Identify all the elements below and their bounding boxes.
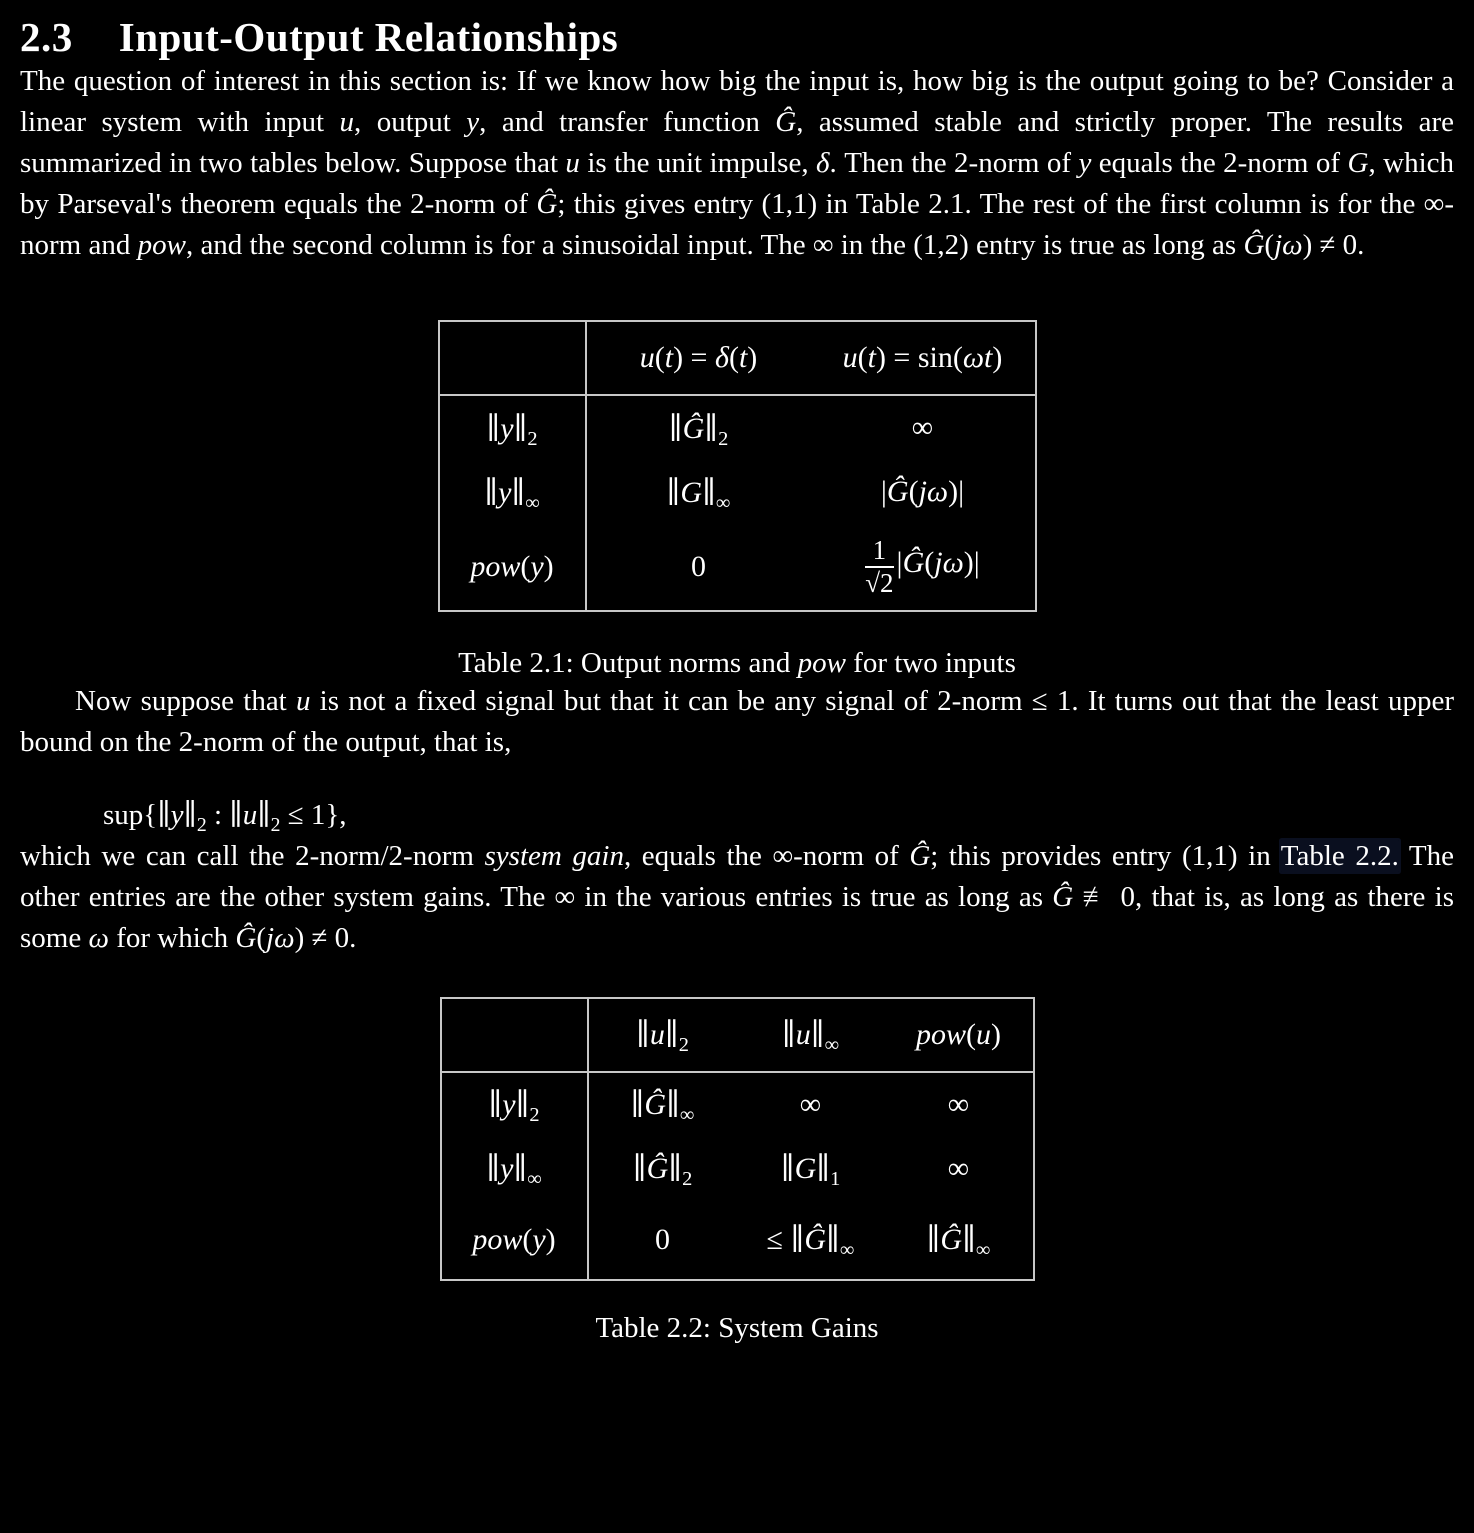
display-math-sup: $sup\{\parallel y\parallel_2$ : $\parallel u\parallel_2 \le 1$}, xyxy=(103,798,347,836)
table-2-1-col-header: u(t) = δ(t) xyxy=(586,321,811,395)
table-2-1-row-label: pow(y) xyxy=(439,524,586,611)
table-2-2-col-header: $\parallel u\parallel_2$ xyxy=(588,998,737,1072)
table-cell: 0 xyxy=(691,550,706,584)
table-row xyxy=(441,1072,1034,1137)
table-cell: $\parallel G\parallel_1$ xyxy=(780,1152,841,1191)
table-2-2-col-header: $\parallel u\parallel_\infty$ xyxy=(737,998,885,1072)
table-2-2-col-header: pow(u) xyxy=(885,998,1034,1072)
table-cell: $\parallel Ĝ\parallel_\infty$ xyxy=(630,1088,695,1127)
table-row xyxy=(441,1137,1034,1201)
table-cell: $\parallel Ĝ\parallel_\infty$ xyxy=(926,1223,991,1262)
table-2-2-row-label: $\parallel y\parallel_\infty$ xyxy=(441,1137,588,1201)
table-cell: 0 xyxy=(655,1222,670,1256)
table-cell: ≤ $\parallel Ĝ\parallel_\infty$ xyxy=(766,1223,855,1262)
table-2-2-row-label: pow(y) xyxy=(441,1201,588,1280)
document-page xyxy=(0,14,1474,1533)
table-2-2-corner-cell xyxy=(441,998,588,1072)
table-cell: |Ĝ(jω)| xyxy=(880,475,965,509)
table-2-1-corner-cell xyxy=(439,321,586,395)
section-number: 2.3 xyxy=(20,14,73,60)
table-cell: ∞ xyxy=(947,1087,970,1121)
section-title: Input-Output Relationships xyxy=(118,14,619,60)
table-2-1-header-row xyxy=(439,321,1036,395)
table-2-1-row-label: $\parallel y\parallel_\infty$ xyxy=(439,460,586,524)
paragraph-system-gain: which we can call the 2-norm/2-norm system gain, equals the ∞-norm of Ĝ; this provides entry (1,1) in Table 2.2. The other entries are the other system gains. The ∞ in the various entries is true as long as Ĝ ≢ 0, that is, as long as there is some ω for which Ĝ(jω) ≠ 0. xyxy=(20,839,1455,954)
table-row xyxy=(439,460,1036,524)
table-2-1-block xyxy=(20,320,1454,681)
section-heading xyxy=(20,14,1454,61)
table-cell: $\parallel Ĝ\parallel_2$ xyxy=(668,411,729,450)
table-2-2-caption: Table 2.2: System Gains xyxy=(595,1311,879,1344)
table-2-2-header-row xyxy=(441,998,1034,1072)
table-2-1-col-header: u(t) = sin(ωt) xyxy=(811,321,1036,395)
table-cell: ∞ xyxy=(947,1151,970,1185)
table-cell: $\parallel G\parallel_\infty$ xyxy=(666,475,731,514)
table-2-1-row-label: $\parallel y\parallel_2$ xyxy=(439,395,586,460)
table-cell: $\parallel Ĝ\parallel_2$ xyxy=(632,1152,693,1191)
table-2-2-link[interactable]: Table 2.2. xyxy=(1280,839,1399,872)
table-row xyxy=(439,395,1036,460)
table-2-2-block xyxy=(20,997,1454,1346)
paragraph-sup-bound: Now suppose that u is not a fixed signal but that it can be any signal of 2-norm ≤ 1. It turns out that the least upper bound on the 2-norm of the output, that is, xyxy=(20,684,1454,758)
table-2-1 xyxy=(438,320,1037,612)
table-cell: $\frac{1}{√2}$ |Ĝ(jω)| xyxy=(865,535,980,599)
table-cell: ∞ xyxy=(911,411,934,445)
table-2-2-row-label: $\parallel y\parallel_2$ xyxy=(441,1072,588,1137)
table-row xyxy=(439,524,1036,611)
fraction: $\frac{1}{√2}$ xyxy=(865,535,894,599)
table-row xyxy=(441,1201,1034,1280)
table-2-2 xyxy=(440,997,1035,1281)
paragraph-intro: The question of interest in this section is: If we know how big the input is, how big is the output going to be? Consider a linear system with input u, output y, and transfer function Ĝ, assumed stable and strictly proper. The results are summarized in two tables below. Suppose that u is the unit impulse, δ. Then the 2-norm of y equals the 2-norm of G, which by Parseval's theorem equals the 2-norm of Ĝ; this gives entry (1,1) in Table 2.1. The rest of the first column is for the ∞-norm and pow, and the second column is for a sinusoidal input. The ∞ in the (1,2) entry is true as long as Ĝ(jω) ≠ 0. xyxy=(20,65,1455,262)
table-cell: ∞ xyxy=(799,1087,822,1121)
table-2-1-caption: Table 2.1: Output norms and pow for two inputs xyxy=(458,647,1016,680)
